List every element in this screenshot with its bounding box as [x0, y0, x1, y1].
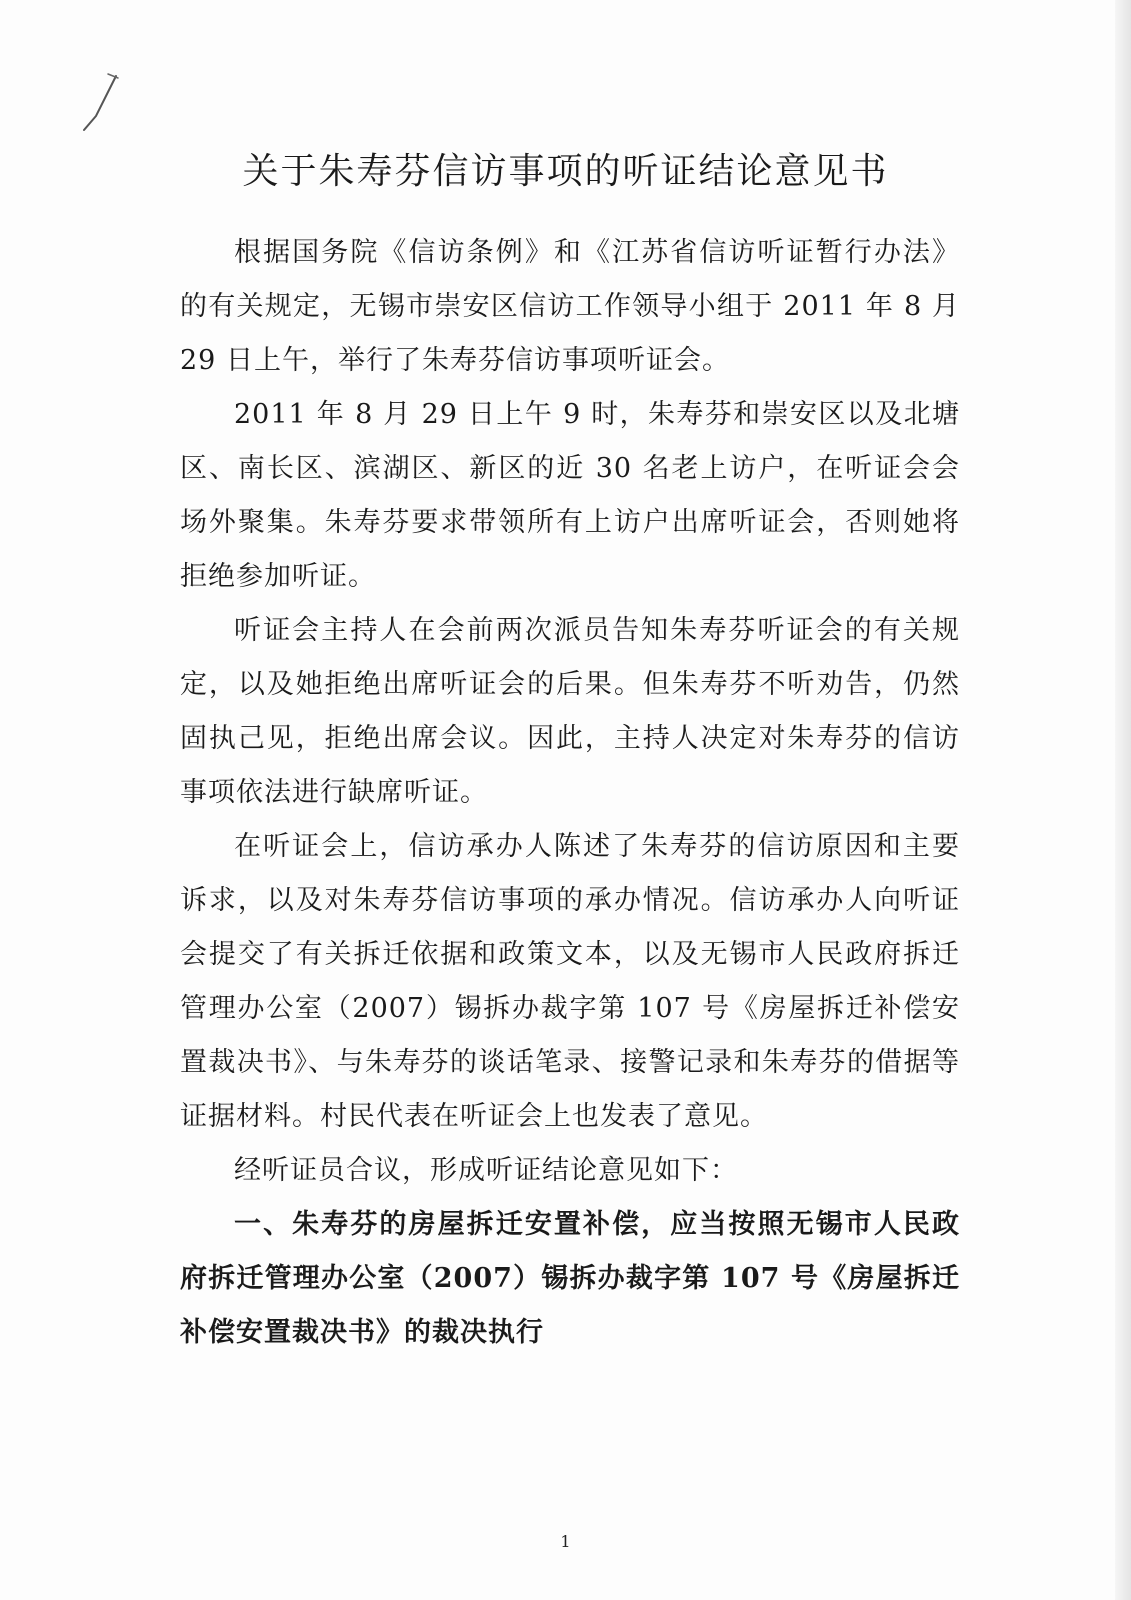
- page-number: 1: [560, 1532, 571, 1551]
- paragraph-4: 在听证会上，信访承办人陈述了朱寿芬的信访原因和主要诉求，以及对朱寿芬信访事项的承办情况。信访承办人向听证会提交了有关拆迁依据和政策文本，以及无锡市人民政府拆迁管理办公室（2007）锡拆办裁字第 107 号《房屋拆迁补偿安置裁决书》、与朱寿芬的谈话笔录、接警记录和朱寿芬的借据等证据材料。村民代表在听证会上也发表了意见。: [180, 831, 960, 1132]
- pen-mark: [78, 70, 128, 140]
- document-body: [180, 226, 960, 1360]
- paragraph-5: 经听证员合议，形成听证结论意见如下：: [234, 1155, 738, 1186]
- paragraph-1: 根据国务院《信访条例》和《江苏省信访听证暂行办法》的有关规定，无锡市崇安区信访工作领导小组于 2011 年 8 月 29 日上午，举行了朱寿芬信访事项听证会。: [180, 237, 960, 376]
- conclusion-item-1: 一、朱寿芬的房屋拆迁安置补偿，应当按照无锡市人民政府拆迁管理办公室（2007）锡拆办裁字第 107 号《房屋拆迁补偿安置裁决书》的裁决执行: [180, 1209, 960, 1348]
- paragraph-3: 听证会主持人在会前两次派员告知朱寿芬听证会的有关规定，以及她拒绝出席听证会的后果。但朱寿芬不听劝告，仍然固执己见，拒绝出席会议。因此，主持人决定对朱寿芬的信访事项依法进行缺席听证。: [180, 615, 960, 808]
- paragraph-2: 2011 年 8 月 29 日上午 9 时，朱寿芬和崇安区以及北塘区、南长区、滨湖区、新区的近 30 名老上访户，在听证会会场外聚集。朱寿芬要求带领所有上访户出席听证会，否则她将拒绝参加听证。: [180, 399, 960, 592]
- page-edge-shadow: [1115, 0, 1131, 1600]
- document-title: 关于朱寿芬信访事项的听证结论意见书: [242, 151, 889, 192]
